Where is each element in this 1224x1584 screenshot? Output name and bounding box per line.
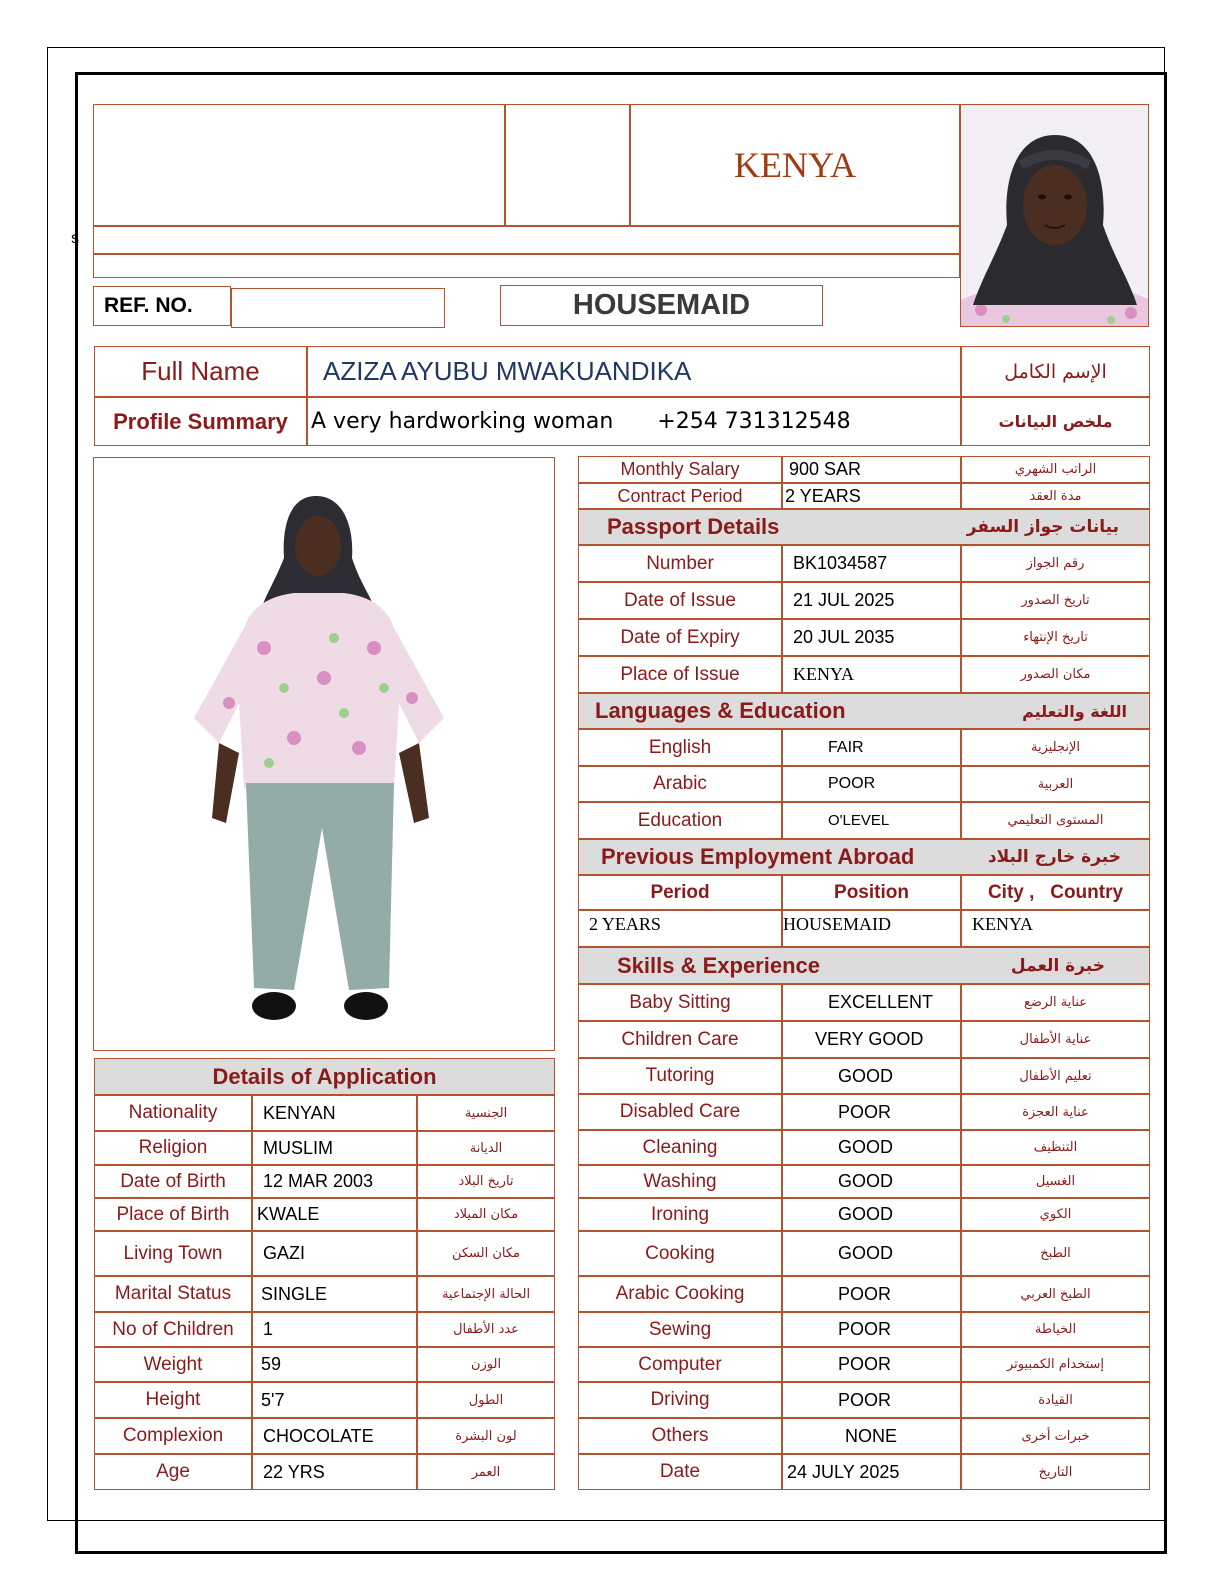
date-of-expiry-value: 20 JUL 2035	[782, 619, 961, 656]
date-of-issue-label: Date of Issue	[578, 582, 782, 619]
skill-label: Baby Sitting	[578, 984, 782, 1021]
profile-summary-value	[307, 397, 961, 446]
salary-arabic: الراتب الشهري	[961, 456, 1150, 483]
application-value: 12 MAR 2003	[252, 1165, 417, 1198]
application-arabic: الحالة الإجتماعية	[417, 1276, 555, 1312]
skill-label: Tutoring	[578, 1058, 782, 1094]
application-value: KWALE	[252, 1198, 417, 1231]
skills-title: Skills & Experience	[617, 952, 820, 978]
salary-value: 900 SAR	[782, 456, 961, 483]
date-of-expiry-arabic: تاريخ الإنتهاء	[961, 619, 1150, 656]
skill-arabic: الخياطة	[961, 1312, 1150, 1347]
employment-location-value: KENYA	[961, 910, 1150, 947]
application-label: Height	[94, 1382, 252, 1418]
arabic-label: Arabic	[578, 766, 782, 802]
skill-label: Driving	[578, 1382, 782, 1418]
education-arabic: المستوى التعليمي	[961, 802, 1150, 839]
application-section-header	[94, 1058, 555, 1095]
skill-label: Others	[578, 1418, 782, 1454]
application-value: GAZI	[252, 1231, 417, 1276]
application-arabic: تاريخ البلاد	[417, 1165, 555, 1198]
skills-section-header	[578, 947, 1150, 984]
application-value: SINGLE	[252, 1276, 417, 1312]
education-label: Education	[578, 802, 782, 839]
employment-col-position: Position	[782, 875, 961, 910]
application-arabic: مكان السكن	[417, 1231, 555, 1276]
skill-arabic: عناية العجزة	[961, 1094, 1150, 1130]
skill-value: EXCELLENT	[782, 984, 961, 1021]
skill-arabic: القيادة	[961, 1382, 1150, 1418]
skill-arabic: عناية الأطفال	[961, 1021, 1150, 1058]
skill-arabic: الطبخ العربي	[961, 1276, 1150, 1312]
skill-value: POOR	[782, 1312, 961, 1347]
skill-value: POOR	[782, 1347, 961, 1382]
application-value: MUSLIM	[252, 1131, 417, 1165]
full-body-photo	[93, 457, 555, 1051]
application-label: Weight	[94, 1347, 252, 1382]
application-label: No of Children	[94, 1312, 252, 1347]
application-label: Complexion	[94, 1418, 252, 1454]
application-arabic: لون البشرة	[417, 1418, 555, 1454]
skill-arabic: تعليم الأطفال	[961, 1058, 1150, 1094]
skill-value: GOOD	[782, 1198, 961, 1231]
skill-label: Cooking	[578, 1231, 782, 1276]
application-label: Age	[94, 1454, 252, 1490]
salary-label: Monthly Salary	[578, 456, 782, 483]
skill-value: 24 JULY 2025	[782, 1454, 961, 1490]
header-blank-box-1	[93, 104, 505, 226]
employment-section-header	[578, 839, 1150, 875]
application-arabic: الجنسية	[417, 1095, 555, 1131]
skill-value: POOR	[782, 1382, 961, 1418]
skill-value: GOOD	[782, 1231, 961, 1276]
date-of-issue-value: 21 JUL 2025	[782, 582, 961, 619]
job-title: HOUSEMAID	[500, 285, 823, 326]
application-value: 1	[252, 1312, 417, 1347]
application-label: Place of Birth	[94, 1198, 252, 1231]
application-title: Details of Application	[212, 1063, 437, 1089]
application-label: Date of Birth	[94, 1165, 252, 1198]
skill-value: GOOD	[782, 1130, 961, 1165]
passport-title: Passport Details	[607, 514, 780, 539]
contract-period-value: 2 YEARS	[782, 483, 961, 509]
skill-arabic: خبرات أخرى	[961, 1418, 1150, 1454]
full-name-value: AZIZA AYUBU MWAKUANDIKA	[307, 346, 961, 397]
place-of-issue-value: KENYA	[782, 656, 961, 693]
employment-title-arabic: خبرة خارج البلاد	[987, 847, 1121, 867]
arabic-arabic: العربية	[961, 766, 1150, 802]
contract-period-label: Contract Period	[578, 483, 782, 509]
employment-position-value: HOUSEMAID	[782, 910, 961, 947]
skill-arabic: التنظيف	[961, 1130, 1150, 1165]
skill-value: POOR	[782, 1276, 961, 1312]
skill-label: Computer	[578, 1347, 782, 1382]
skill-value: VERY GOOD	[782, 1021, 961, 1058]
application-arabic: عدد الأطفال	[417, 1312, 555, 1347]
skill-label: Disabled Care	[578, 1094, 782, 1130]
application-value: KENYAN	[252, 1095, 417, 1131]
application-label: Nationality	[94, 1095, 252, 1131]
languages-title: Languages & Education	[595, 698, 846, 723]
skill-label: Children Care	[578, 1021, 782, 1058]
application-value: 5'7	[252, 1382, 417, 1418]
summary-text: A very hardworking woman	[311, 409, 614, 434]
skill-label: Ironing	[578, 1198, 782, 1231]
passport-title-arabic: بيانات جواز السفر	[966, 517, 1119, 537]
country-title: KENYA	[734, 145, 856, 185]
employment-col-period: Period	[578, 875, 782, 910]
skill-arabic: التاريخ	[961, 1454, 1150, 1490]
application-arabic: الديانة	[417, 1131, 555, 1165]
passport-number-value: BK1034587	[782, 545, 961, 582]
skill-value: NONE	[782, 1418, 961, 1454]
employment-title: Previous Employment Abroad	[601, 844, 915, 869]
profile-summary-arabic: ملخص البيانات	[961, 397, 1150, 446]
arabic-value: POOR	[782, 766, 961, 802]
application-arabic: مكان الميلاد	[417, 1198, 555, 1231]
skill-value: POOR	[782, 1094, 961, 1130]
application-value: CHOCOLATE	[252, 1418, 417, 1454]
application-value: 59	[252, 1347, 417, 1382]
passport-number-label: Number	[578, 545, 782, 582]
country-box	[630, 104, 960, 226]
header-blank-row-2	[93, 254, 960, 278]
languages-section-header	[578, 693, 1150, 729]
ref-no-label: REF. NO.	[93, 286, 231, 326]
employment-period-value: 2 YEARS	[578, 910, 782, 947]
date-of-expiry-label: Date of Expiry	[578, 619, 782, 656]
skill-label: Sewing	[578, 1312, 782, 1347]
application-arabic: العمر	[417, 1454, 555, 1490]
application-arabic: الطول	[417, 1382, 555, 1418]
phone-number: +254 731312548	[657, 409, 851, 434]
full-name-arabic: الإسم الكامل	[961, 346, 1150, 397]
skill-arabic: الغسيل	[961, 1165, 1150, 1198]
application-label: Religion	[94, 1131, 252, 1165]
contract-period-arabic: مدة العقد	[961, 483, 1150, 509]
header-blank-row-1	[93, 226, 960, 254]
skill-label: Cleaning	[578, 1130, 782, 1165]
skill-arabic: عناية الرضع	[961, 984, 1150, 1021]
english-label: English	[578, 729, 782, 766]
portrait-photo	[960, 104, 1149, 327]
english-value: FAIR	[782, 729, 961, 766]
passport-section-header	[578, 509, 1150, 545]
application-arabic: الوزن	[417, 1347, 555, 1382]
english-arabic: الإنجليزية	[961, 729, 1150, 766]
date-of-issue-arabic: تاريخ الصدور	[961, 582, 1150, 619]
stray-mark: s	[71, 230, 79, 247]
application-value: 22 YRS	[252, 1454, 417, 1490]
profile-summary-label: Profile Summary	[94, 397, 307, 446]
skill-arabic: الكوي	[961, 1198, 1150, 1231]
skills-title-arabic: خبرة العمل	[1010, 955, 1105, 976]
skill-value: GOOD	[782, 1058, 961, 1094]
languages-title-arabic: اللغة والتعليم	[1022, 701, 1127, 721]
ref-no-field[interactable]	[231, 288, 445, 328]
skill-label: Washing	[578, 1165, 782, 1198]
header-blank-box-2	[505, 104, 630, 226]
passport-number-arabic: رقم الجواز	[961, 545, 1150, 582]
skill-arabic: إستخدام الكمبيوتر	[961, 1347, 1150, 1382]
employment-col-location: City , Country	[961, 875, 1150, 910]
education-value: O'LEVEL	[782, 802, 961, 839]
full-name-label: Full Name	[94, 346, 307, 397]
skill-value: GOOD	[782, 1165, 961, 1198]
skill-label: Date	[578, 1454, 782, 1490]
application-label: Marital Status	[94, 1276, 252, 1312]
application-label: Living Town	[94, 1231, 252, 1276]
place-of-issue-label: Place of Issue	[578, 656, 782, 693]
skill-arabic: الطبخ	[961, 1231, 1150, 1276]
place-of-issue-arabic: مكان الصدور	[961, 656, 1150, 693]
skill-label: Arabic Cooking	[578, 1276, 782, 1312]
